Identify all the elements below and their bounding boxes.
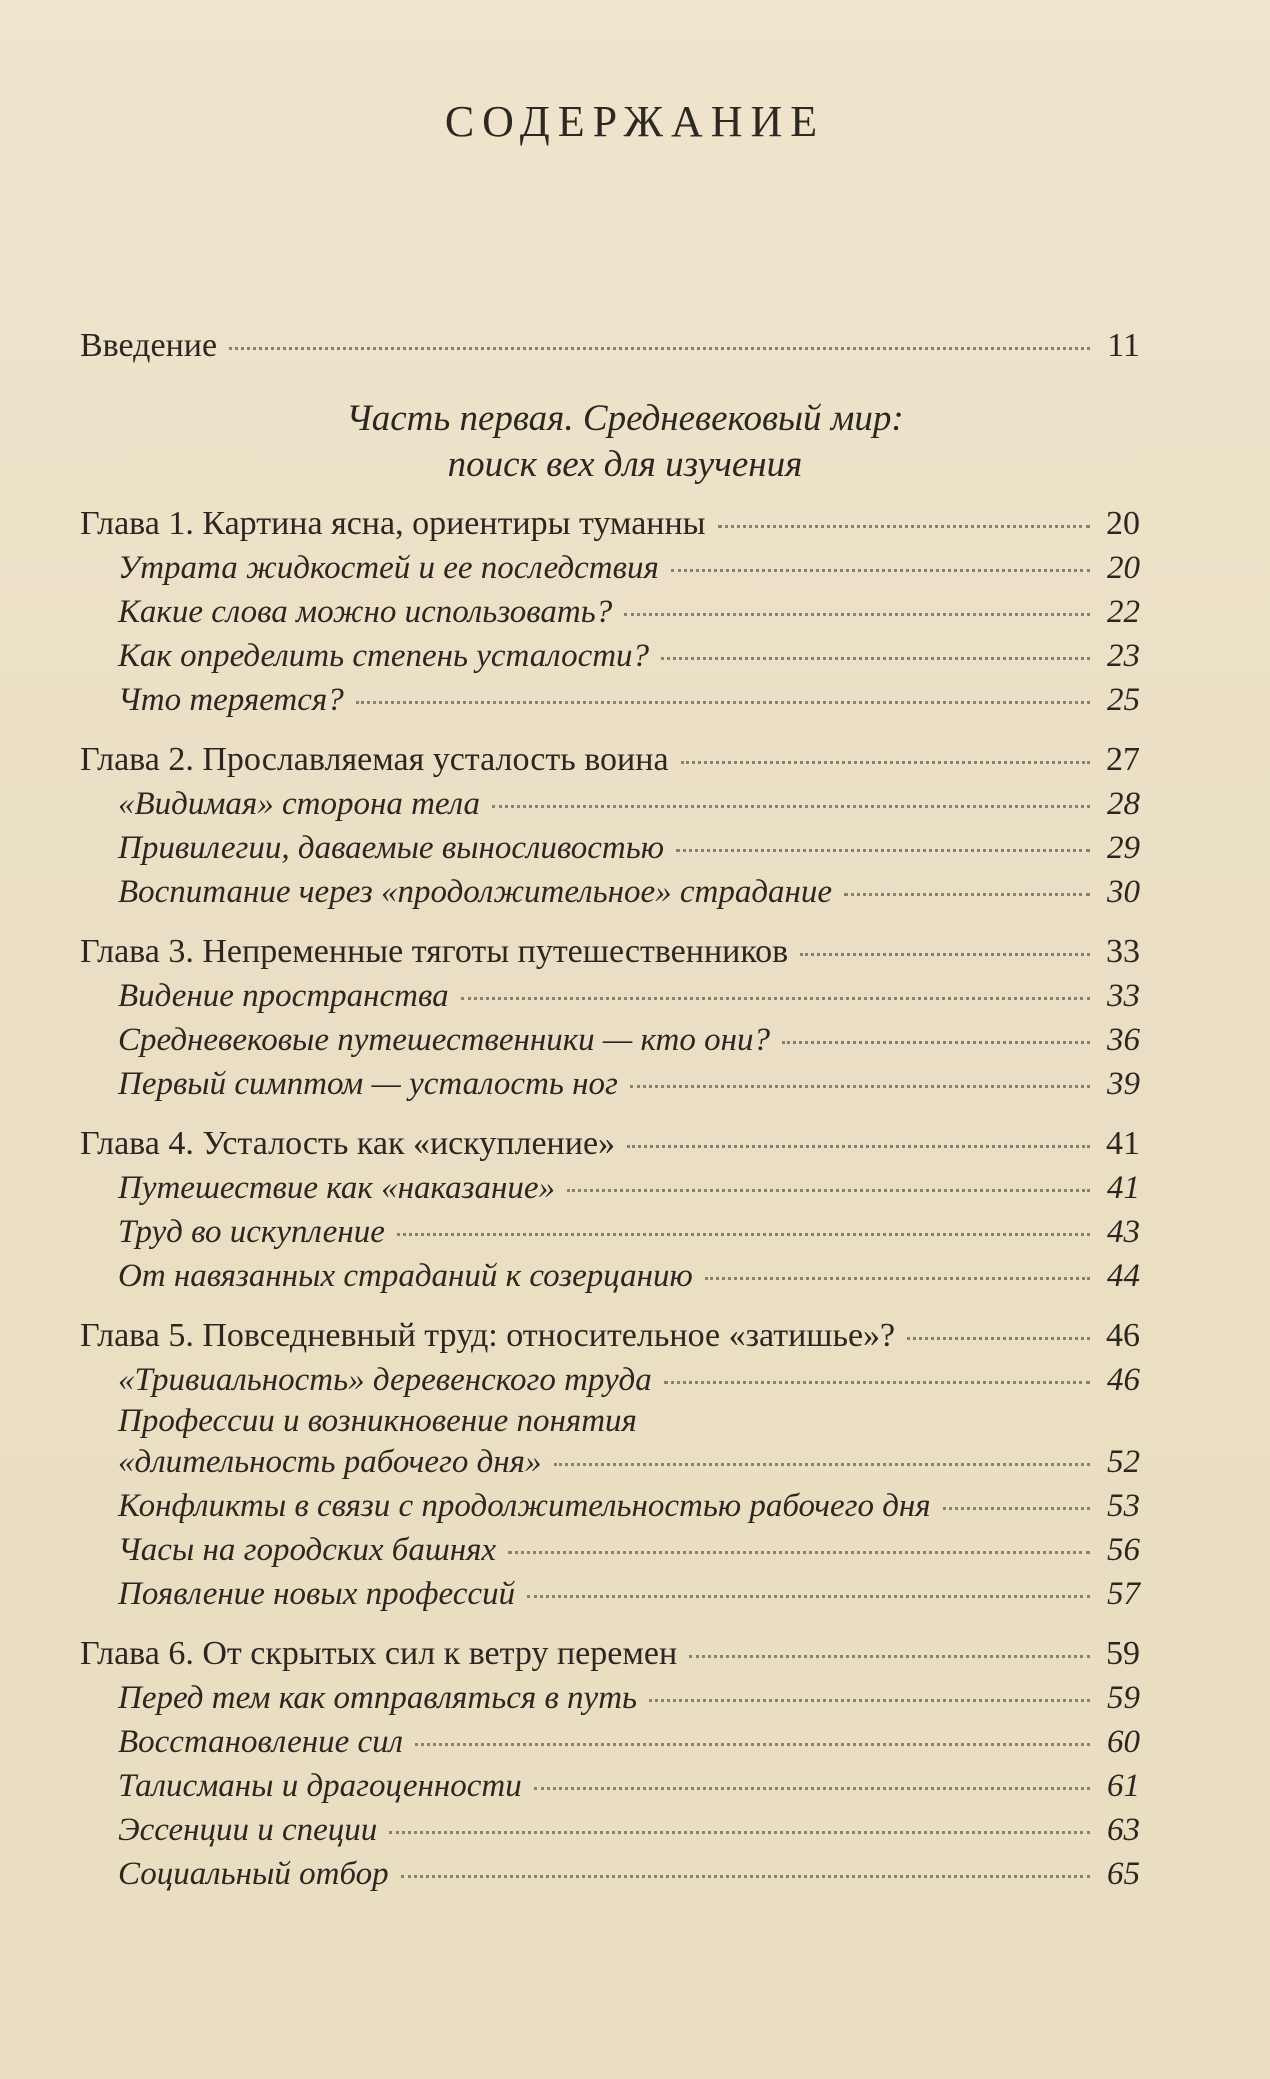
toc-entry-chapter-5[interactable] — [80, 1314, 1140, 1358]
entry-label: Утрата жидкостей и ее последствия — [118, 550, 659, 586]
page-number: 29 — [1107, 830, 1140, 866]
page-number: 43 — [1107, 1214, 1140, 1250]
page-number: 46 — [1107, 1362, 1140, 1398]
toc-entry-section[interactable] — [80, 1676, 1140, 1720]
entry-label: Привилегии, даваемые выносливостью — [118, 830, 665, 866]
spacer — [80, 1106, 1140, 1122]
page-number: 22 — [1107, 594, 1140, 630]
toc-entry-section[interactable] — [80, 1528, 1140, 1572]
toc-entry-section[interactable] — [80, 870, 1140, 914]
toc-entry-section-line1[interactable] — [80, 1402, 1140, 1440]
page-number: 52 — [1107, 1444, 1140, 1480]
dot-leader — [943, 1507, 1090, 1510]
dot-leader — [649, 1699, 1090, 1702]
entry-label: Глава 6. От скрытых сил к ветру перемен — [80, 1635, 678, 1672]
dot-leader — [907, 1337, 1090, 1340]
entry-label: Появление новых профессий — [118, 1576, 516, 1612]
entry-label: Перед тем как отправляться в путь — [118, 1680, 638, 1716]
dot-leader — [229, 347, 1090, 350]
entry-label-continued: «длительность рабочего дня» — [118, 1444, 542, 1480]
part-heading-line2: поиск вех для изучения — [447, 444, 803, 485]
toc-entry-section[interactable] — [80, 826, 1140, 870]
entry-label: Воспитание через «продолжительное» страдание — [118, 874, 833, 910]
entry-label: «Видимая» сторона тела — [118, 786, 481, 822]
toc-entry-section[interactable] — [80, 590, 1140, 634]
toc-entry-section[interactable] — [80, 1808, 1140, 1852]
part-heading-line1: Часть первая. Средневековый мир: — [346, 398, 904, 439]
page-title: СОДЕРЖАНИЕ — [444, 97, 826, 146]
toc-entry-section[interactable] — [80, 546, 1140, 590]
entry-label: Путешествие как «наказание» — [118, 1170, 555, 1206]
dot-leader — [782, 1041, 1090, 1044]
dot-leader — [661, 657, 1090, 660]
page-number: 44 — [1107, 1258, 1140, 1294]
toc-entry-section-line2[interactable] — [80, 1440, 1140, 1484]
dot-leader — [527, 1595, 1090, 1598]
toc-entry-section[interactable] — [80, 1720, 1140, 1764]
toc-entry-section[interactable] — [80, 678, 1140, 722]
entry-label: Какие слова можно использовать? — [118, 594, 613, 630]
dot-leader — [554, 1463, 1091, 1466]
page-number: 59 — [1107, 1680, 1140, 1716]
dot-leader — [800, 953, 1090, 956]
entry-label: Труд во искупление — [118, 1214, 385, 1250]
page-number: 41 — [1106, 1125, 1140, 1162]
dot-leader — [624, 613, 1090, 616]
page-number: 59 — [1106, 1635, 1140, 1672]
dot-leader — [567, 1189, 1090, 1192]
dot-leader — [492, 805, 1090, 808]
page-number: 56 — [1107, 1532, 1140, 1568]
page-number: 46 — [1106, 1317, 1140, 1354]
entry-label: Глава 5. Повседневный труд: относительное «затишье»? — [80, 1317, 896, 1354]
dot-leader — [534, 1787, 1090, 1790]
toc-entry-section[interactable] — [80, 634, 1140, 678]
page-number: 36 — [1107, 1022, 1140, 1058]
dot-leader — [461, 997, 1090, 1000]
toc-entry-chapter-1[interactable] — [80, 502, 1140, 546]
page-number: 20 — [1107, 550, 1140, 586]
entry-label: Глава 4. Усталость как «искупление» — [80, 1125, 616, 1162]
spacer — [80, 1298, 1140, 1314]
dot-leader — [415, 1743, 1090, 1746]
toc-entry-section[interactable] — [80, 1572, 1140, 1616]
spacer — [80, 1616, 1140, 1632]
dot-leader — [356, 701, 1090, 704]
dot-leader — [844, 893, 1090, 896]
page-number: 53 — [1107, 1488, 1140, 1524]
dot-leader — [508, 1551, 1090, 1554]
dot-leader — [676, 849, 1090, 852]
entry-label: От навязанных страданий к созерцанию — [118, 1258, 693, 1294]
page-number: 41 — [1107, 1170, 1140, 1206]
table-of-contents — [80, 318, 1140, 1896]
toc-entry-section[interactable] — [80, 1852, 1140, 1896]
entry-label: Часы на городских башнях — [118, 1532, 497, 1568]
dot-leader — [630, 1085, 1090, 1088]
entry-label: Глава 2. Прославляемая усталость воина — [80, 741, 669, 778]
dot-leader — [627, 1145, 1090, 1148]
entry-label: Средневековые путешественники — кто они? — [118, 1022, 770, 1058]
page-number: 27 — [1106, 741, 1140, 778]
page-number: 20 — [1106, 505, 1140, 542]
entry-label: Глава 1. Картина ясна, ориентиры туманны — [80, 505, 706, 542]
entry-label: «Тривиальность» деревенского труда — [118, 1362, 652, 1398]
entry-label: Глава 3. Непременные тяготы путешественников — [80, 933, 789, 970]
toc-entry-section[interactable] — [80, 1210, 1140, 1254]
toc-entry-chapter-2[interactable] — [80, 738, 1140, 782]
toc-entry-intro[interactable] — [80, 318, 1140, 374]
page-number: 57 — [1107, 1576, 1140, 1612]
toc-entry-chapter-6[interactable] — [80, 1632, 1140, 1676]
entry-label: Восстановление сил — [118, 1724, 404, 1760]
toc-entry-section[interactable] — [80, 974, 1140, 1018]
entry-label: Профессии и возникновение понятия — [118, 1403, 637, 1439]
page-number: 33 — [1106, 933, 1140, 970]
entry-label: Как определить степень усталости? — [118, 638, 650, 674]
dot-leader — [718, 525, 1090, 528]
spacer — [80, 914, 1140, 930]
spacer — [80, 722, 1140, 738]
page-number: 39 — [1107, 1066, 1140, 1102]
dot-leader — [389, 1831, 1090, 1834]
entry-label: Что теряется? — [118, 682, 344, 718]
toc-entry-chapter-3[interactable] — [80, 930, 1140, 974]
toc-entry-section[interactable] — [80, 1484, 1140, 1528]
entry-label: Талисманы и драгоценности — [118, 1768, 522, 1804]
toc-entry-section[interactable] — [80, 1764, 1140, 1808]
toc-entry-section[interactable] — [80, 782, 1140, 826]
page-number: 33 — [1107, 978, 1140, 1014]
dot-leader — [681, 761, 1090, 764]
dot-leader — [671, 569, 1090, 572]
page-number: 23 — [1107, 638, 1140, 674]
dot-leader — [664, 1381, 1090, 1384]
entry-label: Эссенции и специи — [118, 1812, 378, 1848]
dot-leader — [397, 1233, 1090, 1236]
page-number: 25 — [1107, 682, 1140, 718]
toc-entry-section[interactable] — [80, 1018, 1140, 1062]
dot-leader — [689, 1655, 1090, 1658]
toc-entry-section[interactable] — [80, 1062, 1140, 1106]
toc-entry-chapter-4[interactable] — [80, 1122, 1140, 1166]
page-number: 61 — [1107, 1768, 1140, 1804]
dot-leader — [705, 1277, 1090, 1280]
toc-entry-section[interactable] — [80, 1166, 1140, 1210]
toc-entry-section[interactable] — [80, 1254, 1140, 1298]
page-number: 28 — [1107, 786, 1140, 822]
page-number: 60 — [1107, 1724, 1140, 1760]
page-number: 63 — [1107, 1812, 1140, 1848]
entry-label: Первый симптом — усталость ног — [118, 1066, 618, 1102]
entry-label: Видение пространства — [118, 978, 449, 1014]
page-number: 65 — [1107, 1856, 1140, 1892]
toc-entry-section[interactable] — [80, 1358, 1140, 1402]
dot-leader — [401, 1875, 1090, 1878]
page-number: 11 — [1107, 327, 1140, 364]
part-heading — [80, 396, 1140, 488]
entry-label: Введение — [80, 327, 218, 364]
entry-label: Социальный отбор — [118, 1856, 389, 1892]
entry-label: Конфликты в связи с продолжительностью рабочего дня — [118, 1488, 931, 1524]
page-number: 30 — [1107, 874, 1140, 910]
